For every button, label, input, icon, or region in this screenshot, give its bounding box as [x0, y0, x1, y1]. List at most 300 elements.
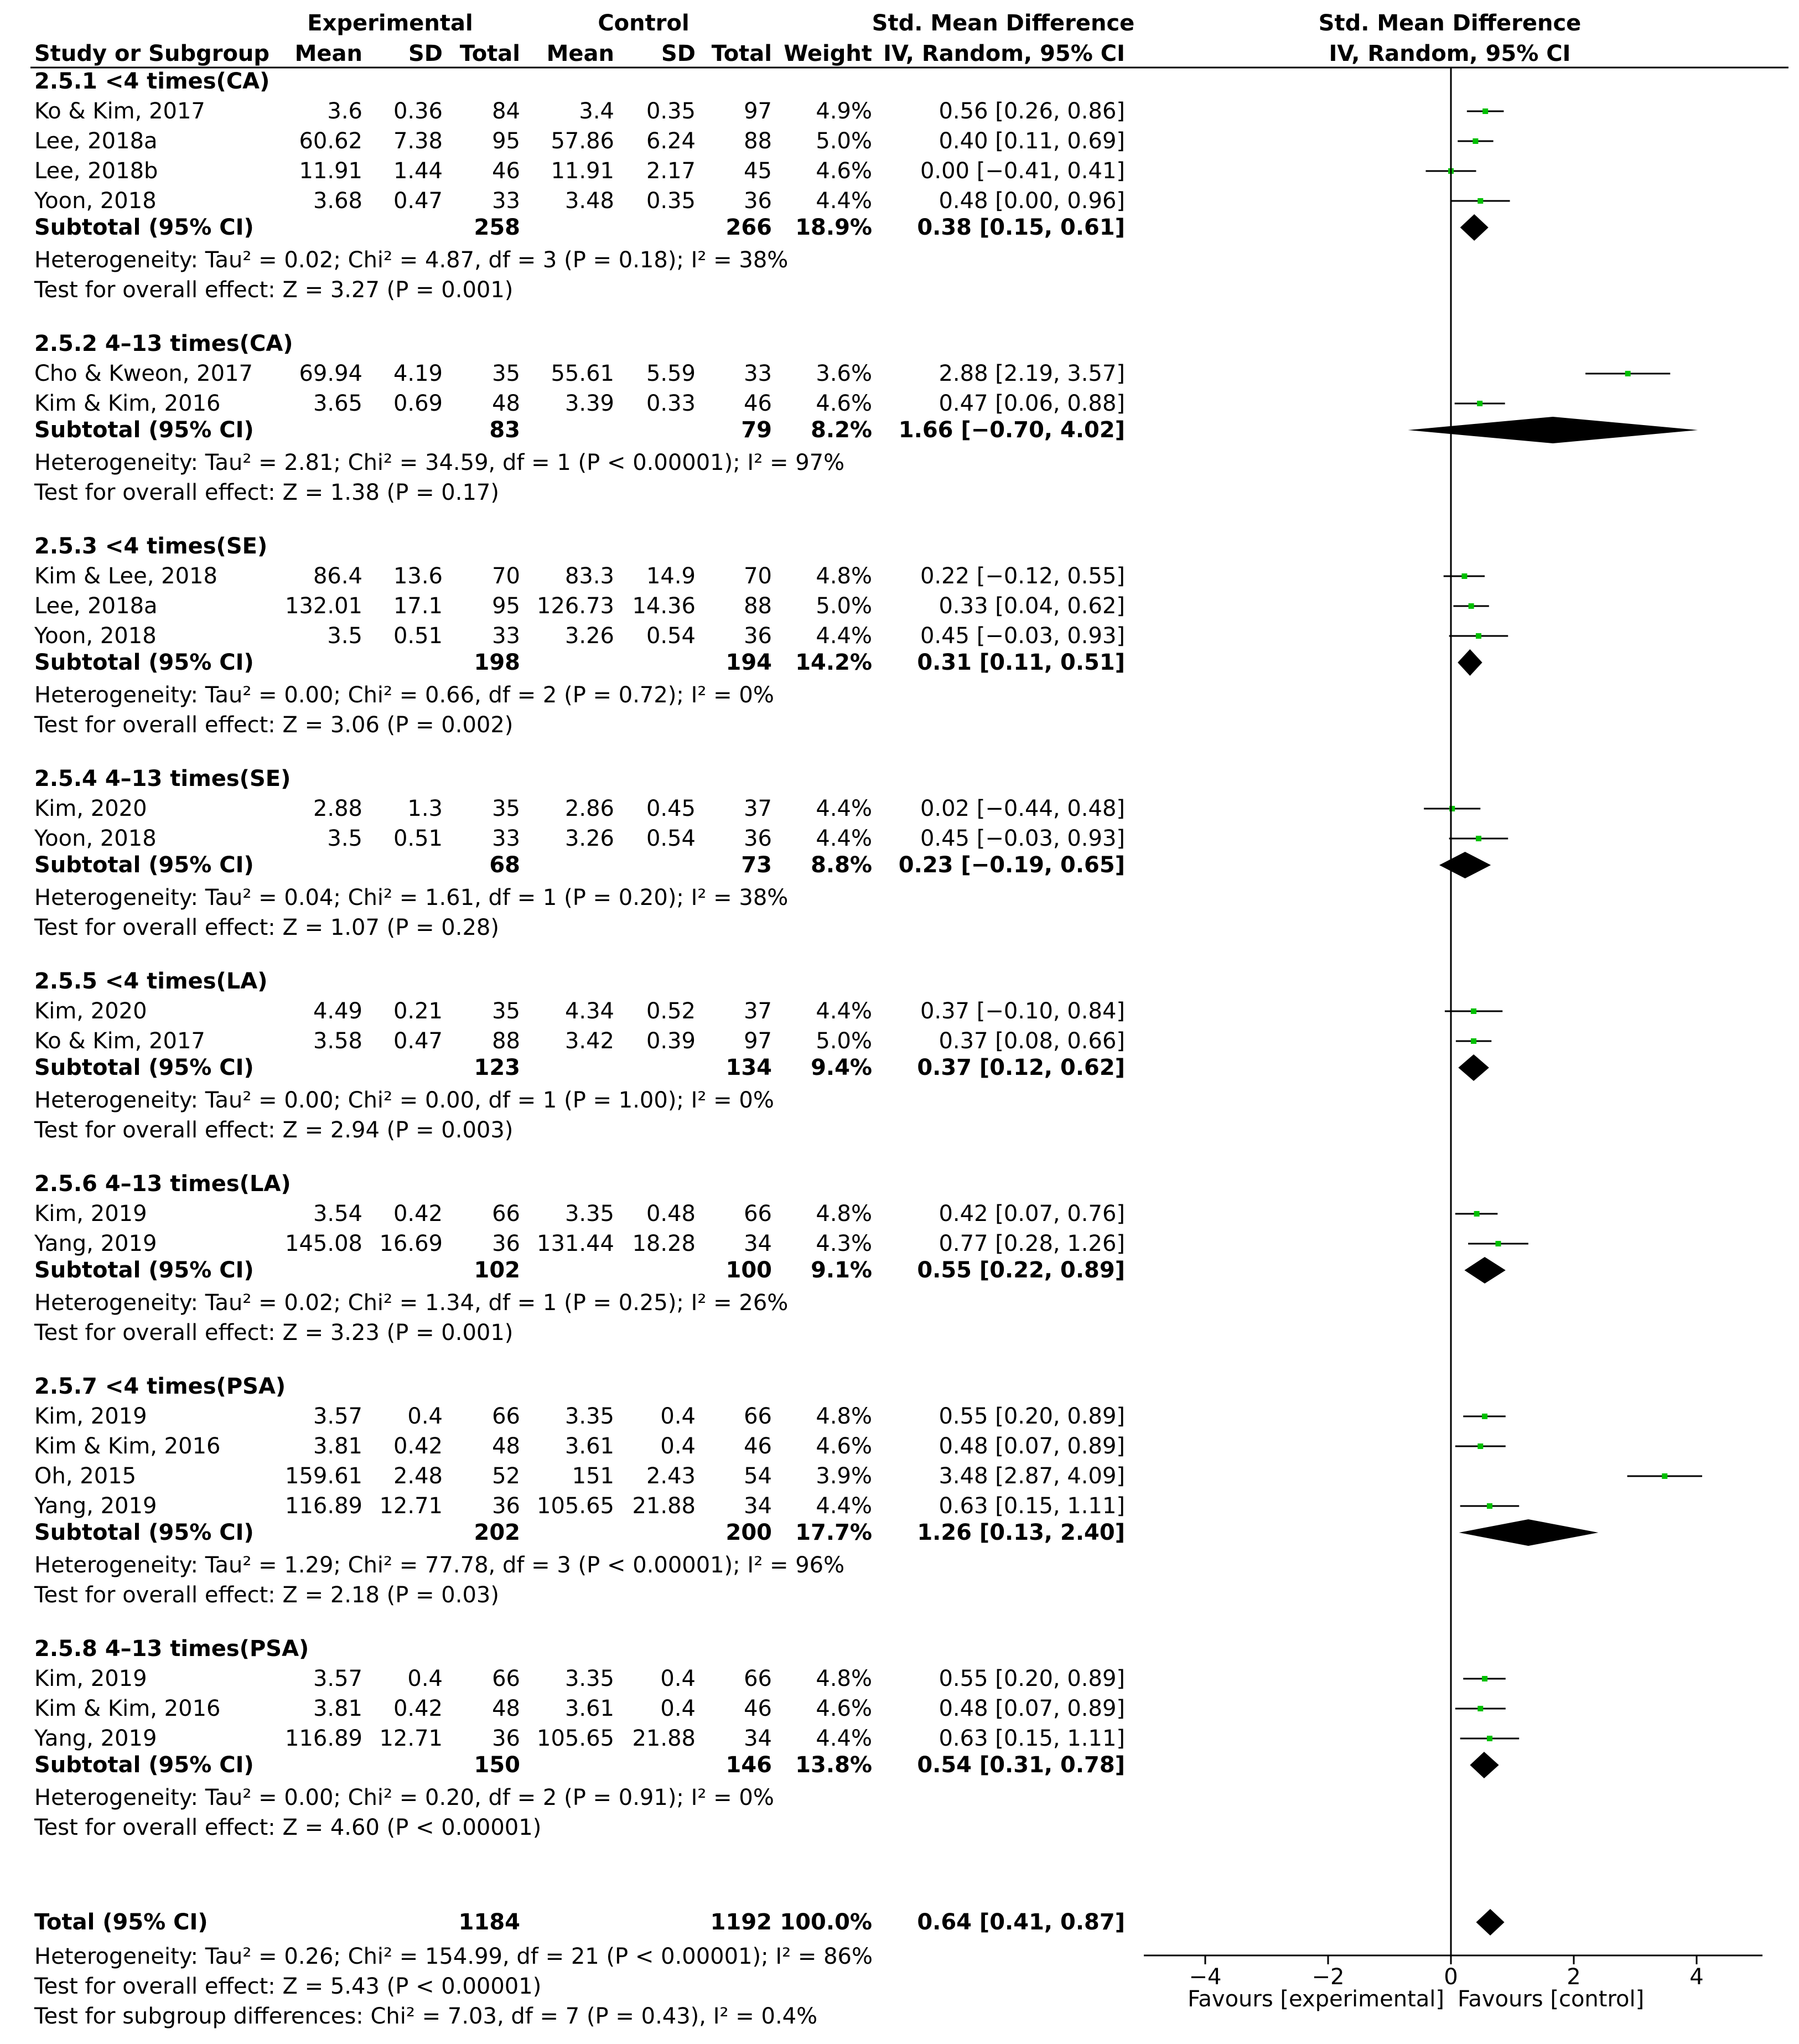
- ctrl-total: 73: [741, 852, 772, 878]
- weight: 8.2%: [811, 417, 872, 443]
- ctrl-mean: 11.91: [551, 158, 614, 184]
- weight: 5.0%: [816, 593, 872, 619]
- exp-sd: 0.4: [407, 1666, 443, 1691]
- exp-sd: 0.47: [393, 1028, 443, 1054]
- ctrl-sd: 2.17: [646, 158, 696, 184]
- study-row: [34, 1028, 1125, 1054]
- ctrl-sd: 0.48: [646, 1201, 696, 1227]
- summary-diamond: [1458, 649, 1482, 676]
- weight: 4.4%: [816, 998, 872, 1024]
- smd-ci: 0.47 [0.06, 0.88]: [939, 391, 1125, 416]
- ctrl-sd: 0.35: [646, 99, 696, 124]
- exp-sd: 17.1: [393, 593, 443, 619]
- study-row: [34, 998, 1125, 1024]
- smd-ci: 0.40 [0.11, 0.69]: [939, 128, 1125, 154]
- x-tick-label: −4: [1189, 1964, 1222, 1990]
- summary-diamond: [1464, 1257, 1505, 1284]
- study-name: Yang, 2019: [34, 1493, 157, 1519]
- smd-ci: 0.48 [0.07, 0.89]: [939, 1696, 1125, 1721]
- exp-sd: 1.3: [407, 796, 443, 821]
- exp-total: 70: [492, 563, 520, 589]
- study-name: Yoon, 2018: [34, 188, 157, 214]
- point-estimate: [1482, 1414, 1487, 1419]
- exp-mean: 116.89: [285, 1493, 362, 1519]
- study-name: Oh, 2015: [34, 1463, 137, 1489]
- exp-total: 36: [492, 1493, 520, 1519]
- exp-mean: 3.65: [313, 391, 362, 416]
- study-row: [34, 361, 1125, 386]
- exp-total: 123: [474, 1055, 520, 1080]
- smd-ci: 0.31 [0.11, 0.51]: [917, 650, 1125, 675]
- subgroup-title: 2.5.2 4–13 times(CA): [34, 331, 293, 356]
- exp-sd: 0.51: [393, 826, 443, 851]
- weight: 4.9%: [816, 99, 872, 124]
- exp-sd: 12.71: [379, 1726, 443, 1751]
- exp-mean: 3.68: [313, 188, 362, 214]
- ctrl-sd: 0.4: [660, 1434, 696, 1459]
- smd-ci: 0.48 [0.07, 0.89]: [939, 1434, 1125, 1459]
- total-heterogeneity-text: Heterogeneity: Tau² = 0.26; Chi² = 154.99, df = 21 (P < 0.00001); I² = 86%: [34, 1944, 873, 1969]
- weight: 4.4%: [816, 1726, 872, 1751]
- ctrl-total: 46: [744, 1696, 772, 1721]
- ctrl-total: 146: [725, 1752, 772, 1778]
- exp-total: 33: [492, 188, 520, 214]
- exp-total: 35: [492, 796, 520, 821]
- point-estimate: [1476, 633, 1481, 639]
- exp-sd: 0.51: [393, 623, 443, 649]
- ctrl-mean: 3.26: [564, 826, 614, 851]
- summary-label: Subtotal (95% CI): [34, 417, 254, 443]
- exp-mean: 3.57: [313, 1666, 362, 1691]
- smd-ci: 1.66 [−0.70, 4.02]: [898, 417, 1125, 443]
- smd-ci: 0.55 [0.22, 0.89]: [917, 1258, 1125, 1283]
- ctrl-total: 46: [744, 391, 772, 416]
- ctrl-mean: 4.34: [564, 998, 614, 1024]
- ctrl-total: 1192: [710, 1910, 772, 1935]
- exp-mean: 3.57: [313, 1404, 362, 1429]
- ctrl-total: 70: [744, 563, 772, 589]
- smd-ci: 0.42 [0.07, 0.76]: [939, 1201, 1125, 1227]
- heterogeneity-text: Heterogeneity: Tau² = 0.00; Chi² = 0.66, df = 2 (P = 0.72); I² = 0%: [34, 682, 774, 708]
- summary-diamond: [1439, 852, 1491, 878]
- ctrl-sd: 0.54: [646, 623, 696, 649]
- subtotal-row: [34, 1258, 1125, 1283]
- exp-mean: 3.58: [313, 1028, 362, 1054]
- smd-ci: 0.64 [0.41, 0.87]: [917, 1910, 1125, 1935]
- ctrl-total: 36: [744, 188, 772, 214]
- study-row: [34, 1434, 1125, 1459]
- header-control: Control: [598, 11, 689, 36]
- point-estimate: [1469, 603, 1474, 609]
- study-name: Yoon, 2018: [34, 623, 157, 649]
- header-smd-plot: Std. Mean Difference: [1318, 11, 1582, 36]
- ctrl-mean: 3.39: [564, 391, 614, 416]
- exp-sd: 0.69: [393, 391, 443, 416]
- ctrl-total: 88: [744, 593, 772, 619]
- header-smd-table: Std. Mean Difference: [872, 11, 1135, 36]
- study-row: [34, 1201, 1125, 1227]
- ctrl-mean: 3.4: [579, 99, 614, 124]
- ctrl-total: 66: [744, 1666, 772, 1691]
- ctrl-total: 194: [725, 650, 772, 675]
- point-estimate: [1482, 108, 1488, 114]
- ctrl-total: 100: [725, 1258, 772, 1283]
- point-estimate: [1461, 573, 1467, 579]
- summary-diamond: [1470, 1752, 1499, 1778]
- smd-ci: 0.37 [0.08, 0.66]: [939, 1028, 1125, 1054]
- heterogeneity-text: Heterogeneity: Tau² = 1.29; Chi² = 77.78, df = 3 (P < 0.00001); I² = 96%: [34, 1553, 845, 1578]
- weight: 3.9%: [816, 1463, 872, 1489]
- subgroup-title: 2.5.1 <4 times(CA): [34, 69, 270, 94]
- heterogeneity-text: Heterogeneity: Tau² = 0.02; Chi² = 1.34, df = 1 (P = 0.25); I² = 26%: [34, 1290, 789, 1316]
- exp-total: 48: [492, 1696, 520, 1721]
- weight: 17.7%: [795, 1520, 872, 1545]
- subtotal-row: [34, 650, 1125, 675]
- summary-label: Subtotal (95% CI): [34, 650, 254, 675]
- study-row: [34, 158, 1125, 184]
- study-row: [34, 1463, 1125, 1489]
- subgroup-title: 2.5.8 4–13 times(PSA): [34, 1636, 309, 1662]
- exp-total: 84: [492, 99, 520, 124]
- weight: 4.4%: [816, 826, 872, 851]
- point-estimate: [1476, 836, 1481, 841]
- exp-sd: 7.38: [393, 128, 443, 154]
- study-row: [34, 99, 1125, 124]
- ctrl-total: 37: [744, 998, 772, 1024]
- overall-effect-text: Test for overall effect: Z = 4.60 (P < 0.00001): [34, 1815, 542, 1840]
- weight: 5.0%: [816, 1028, 872, 1054]
- weight: 4.3%: [816, 1231, 872, 1256]
- ctrl-mean: 55.61: [551, 361, 614, 386]
- smd-ci: 3.48 [2.87, 4.09]: [939, 1463, 1125, 1489]
- exp-sd: 0.42: [393, 1201, 443, 1227]
- ctrl-mean: 2.86: [564, 796, 614, 821]
- overall-effect-text: Test for overall effect: Z = 1.07 (P = 0.28): [34, 915, 499, 940]
- exp-mean: 3.5: [327, 623, 362, 649]
- ctrl-total: 134: [725, 1055, 772, 1080]
- header-study: Study or Subgroup: [34, 41, 270, 66]
- exp-sd: 12.71: [379, 1493, 443, 1519]
- ctrl-sd: 14.9: [646, 563, 696, 589]
- study-row: [34, 128, 1125, 154]
- overall-effect-text: Test for overall effect: Z = 3.23 (P = 0.001): [34, 1320, 514, 1346]
- study-name: Kim & Kim, 2016: [34, 1434, 221, 1459]
- weight: 4.6%: [816, 1696, 872, 1721]
- exp-total: 95: [492, 593, 520, 619]
- smd-ci: 2.88 [2.19, 3.57]: [939, 361, 1125, 386]
- smd-ci: 0.37 [0.12, 0.62]: [917, 1055, 1125, 1080]
- total-overall-effect-text: Test for overall effect: Z = 5.43 (P < 0.00001): [34, 1974, 542, 1999]
- point-estimate: [1471, 1008, 1476, 1014]
- x-tick-label: 2: [1567, 1964, 1581, 1990]
- study-name: Kim, 2019: [34, 1666, 147, 1691]
- weight: 100.0%: [780, 1910, 872, 1935]
- exp-total: 202: [474, 1520, 520, 1545]
- study-row: [34, 623, 1125, 649]
- smd-ci: 0.48 [0.00, 0.96]: [939, 188, 1125, 214]
- ctrl-mean: 3.26: [564, 623, 614, 649]
- weight: 4.4%: [816, 188, 872, 214]
- smd-ci: 0.38 [0.15, 0.61]: [917, 215, 1125, 240]
- study-name: Kim & Kim, 2016: [34, 1696, 221, 1721]
- header-total-c: Total: [711, 41, 772, 66]
- smd-ci: 0.37 [−0.10, 0.84]: [920, 998, 1125, 1024]
- study-name: Lee, 2018a: [34, 593, 158, 619]
- exp-total: 198: [474, 650, 520, 675]
- ctrl-total: 34: [744, 1726, 772, 1751]
- study-row: [34, 1404, 1125, 1429]
- study-row: [34, 1726, 1125, 1751]
- ctrl-sd: 2.43: [646, 1463, 696, 1489]
- summary-label: Subtotal (95% CI): [34, 1258, 254, 1283]
- ctrl-mean: 3.35: [564, 1201, 614, 1227]
- ctrl-sd: 21.88: [632, 1726, 696, 1751]
- ctrl-mean: 3.48: [564, 188, 614, 214]
- exp-sd: 16.69: [379, 1231, 443, 1256]
- ctrl-total: 34: [744, 1493, 772, 1519]
- ctrl-mean: 3.42: [564, 1028, 614, 1054]
- overall-effect-text: Test for overall effect: Z = 1.38 (P = 0.17): [34, 480, 499, 505]
- ctrl-sd: 0.4: [660, 1666, 696, 1691]
- smd-ci: 0.33 [0.04, 0.62]: [939, 593, 1125, 619]
- exp-sd: 0.36: [393, 99, 443, 124]
- weight: 18.9%: [795, 215, 872, 240]
- exp-mean: 3.81: [313, 1696, 362, 1721]
- ctrl-sd: 14.36: [632, 593, 696, 619]
- header-sd-c: SD: [661, 41, 696, 66]
- header-total-e: Total: [459, 41, 520, 66]
- exp-mean: 3.54: [313, 1201, 362, 1227]
- ctrl-mean: 3.35: [564, 1666, 614, 1691]
- exp-mean: 3.5: [327, 826, 362, 851]
- exp-mean: 2.88: [313, 796, 362, 821]
- ctrl-total: 36: [744, 623, 772, 649]
- exp-mean: 11.91: [299, 158, 362, 184]
- point-estimate: [1477, 1443, 1483, 1449]
- smd-ci: 1.26 [0.13, 2.40]: [917, 1520, 1125, 1545]
- study-row: [34, 1493, 1125, 1519]
- ctrl-total: 37: [744, 796, 772, 821]
- weight: 4.8%: [816, 563, 872, 589]
- exp-total: 258: [474, 215, 520, 240]
- subtotal-row: [34, 1520, 1125, 1545]
- subtotal-row: [34, 1055, 1125, 1080]
- exp-total: 150: [474, 1752, 520, 1778]
- subgroup-title: 2.5.3 <4 times(SE): [34, 534, 268, 559]
- header-sd-e: SD: [408, 41, 443, 66]
- point-estimate: [1487, 1503, 1492, 1509]
- study-name: Yoon, 2018: [34, 826, 157, 851]
- smd-ci: 0.22 [−0.12, 0.55]: [920, 563, 1125, 589]
- x-tick-label: 0: [1444, 1964, 1458, 1990]
- study-row: [34, 796, 1125, 821]
- ctrl-mean: 3.61: [564, 1696, 614, 1721]
- heterogeneity-text: Heterogeneity: Tau² = 0.02; Chi² = 4.87, df = 3 (P = 0.18); I² = 38%: [34, 247, 789, 273]
- heterogeneity-text: Heterogeneity: Tau² = 0.04; Chi² = 1.61, df = 1 (P = 0.20); I² = 38%: [34, 885, 789, 910]
- smd-ci: 0.45 [−0.03, 0.93]: [920, 623, 1125, 649]
- study-name: Kim, 2019: [34, 1201, 147, 1227]
- summary-diamond: [1476, 1909, 1505, 1936]
- summary-diamond: [1460, 214, 1489, 241]
- smd-ci: 0.77 [0.28, 1.26]: [939, 1231, 1125, 1256]
- exp-total: 48: [492, 1434, 520, 1459]
- study-name: Lee, 2018b: [34, 158, 158, 184]
- exp-total: 83: [489, 417, 520, 443]
- ctrl-sd: 0.4: [660, 1696, 696, 1721]
- ctrl-mean: 151: [572, 1463, 614, 1489]
- ctrl-mean: 126.73: [537, 593, 614, 619]
- exp-mean: 116.89: [285, 1726, 362, 1751]
- exp-sd: 0.42: [393, 1696, 443, 1721]
- heterogeneity-text: Heterogeneity: Tau² = 0.00; Chi² = 0.20, df = 2 (P = 0.91); I² = 0%: [34, 1785, 774, 1810]
- exp-mean: 86.4: [313, 563, 362, 589]
- exp-total: 88: [492, 1028, 520, 1054]
- smd-ci: 0.56 [0.26, 0.86]: [939, 99, 1125, 124]
- point-estimate: [1474, 1211, 1480, 1217]
- study-row: [34, 826, 1125, 851]
- study-name: Kim & Kim, 2016: [34, 391, 221, 416]
- ctrl-sd: 0.33: [646, 391, 696, 416]
- exp-sd: 0.42: [393, 1434, 443, 1459]
- smd-ci: 0.55 [0.20, 0.89]: [939, 1404, 1125, 1429]
- subgroup-title: 2.5.4 4–13 times(SE): [34, 766, 291, 791]
- subtotal-row: [34, 417, 1125, 443]
- ctrl-mean: 131.44: [537, 1231, 614, 1256]
- exp-total: 66: [492, 1201, 520, 1227]
- weight: 14.2%: [795, 650, 872, 675]
- point-estimate: [1477, 198, 1483, 204]
- study-row: [34, 563, 1125, 589]
- summary-label: Subtotal (95% CI): [34, 1752, 254, 1778]
- ctrl-total: 97: [744, 1028, 772, 1054]
- weight: 4.6%: [816, 158, 872, 184]
- ctrl-mean: 3.61: [564, 1434, 614, 1459]
- weight: 9.4%: [811, 1055, 872, 1080]
- exp-total: 66: [492, 1404, 520, 1429]
- header-weight: Weight: [784, 41, 872, 66]
- weight: 4.8%: [816, 1201, 872, 1227]
- point-estimate: [1473, 138, 1478, 144]
- point-estimate: [1662, 1473, 1667, 1479]
- ctrl-total: 46: [744, 1434, 772, 1459]
- ctrl-total: 66: [744, 1404, 772, 1429]
- subtotal-row: [34, 852, 1125, 878]
- exp-total: 46: [492, 158, 520, 184]
- overall-effect-text: Test for overall effect: Z = 3.06 (P = 0.002): [34, 712, 514, 738]
- header-method-table: IV, Random, 95% CI: [883, 41, 1125, 66]
- exp-total: 48: [492, 391, 520, 416]
- exp-sd: 0.4: [407, 1404, 443, 1429]
- summary-label: Subtotal (95% CI): [34, 1520, 254, 1545]
- exp-mean: 69.94: [299, 361, 362, 386]
- overall-effect-text: Test for overall effect: Z = 3.27 (P = 0.001): [34, 277, 514, 303]
- smd-ci: 0.23 [−0.19, 0.65]: [898, 852, 1125, 878]
- favours-experimental-label: Favours [experimental]: [1188, 1986, 1444, 2012]
- exp-total: 68: [489, 852, 520, 878]
- ctrl-sd: 0.52: [646, 998, 696, 1024]
- ctrl-total: 266: [725, 215, 772, 240]
- header-method-plot: IV, Random, 95% CI: [1329, 41, 1571, 66]
- study-name: Ko & Kim, 2017: [34, 99, 205, 124]
- ctrl-sd: 21.88: [632, 1493, 696, 1519]
- smd-ci: 0.02 [−0.44, 0.48]: [920, 796, 1125, 821]
- smd-ci: 0.54 [0.31, 0.78]: [917, 1752, 1125, 1778]
- subgroup-title: 2.5.6 4–13 times(LA): [34, 1171, 291, 1197]
- summary-diamond: [1458, 1054, 1489, 1081]
- subtotal-row: [34, 215, 1125, 240]
- study-row: [34, 391, 1125, 416]
- weight: 8.8%: [811, 852, 872, 878]
- ctrl-sd: 0.4: [660, 1404, 696, 1429]
- overall-effect-text: Test for overall effect: Z = 2.18 (P = 0.03): [34, 1582, 499, 1608]
- ctrl-sd: 0.39: [646, 1028, 696, 1054]
- ctrl-total: 66: [744, 1201, 772, 1227]
- exp-sd: 0.47: [393, 188, 443, 214]
- summary-label: Subtotal (95% CI): [34, 852, 254, 878]
- ctrl-sd: 0.35: [646, 188, 696, 214]
- exp-total: 36: [492, 1726, 520, 1751]
- weight: 13.8%: [795, 1752, 872, 1778]
- exp-total: 35: [492, 998, 520, 1024]
- exp-total: 1184: [458, 1910, 520, 1935]
- weight: 9.1%: [811, 1258, 872, 1283]
- study-row: [34, 1666, 1125, 1691]
- ctrl-total: 54: [744, 1463, 772, 1489]
- study-name: Kim, 2020: [34, 796, 147, 821]
- ctrl-total: 33: [744, 361, 772, 386]
- ctrl-sd: 0.45: [646, 796, 696, 821]
- ctrl-sd: 5.59: [646, 361, 696, 386]
- summary-label: Subtotal (95% CI): [34, 215, 254, 240]
- summary-label: Subtotal (95% CI): [34, 1055, 254, 1080]
- exp-sd: 4.19: [393, 361, 443, 386]
- heterogeneity-text: Heterogeneity: Tau² = 0.00; Chi² = 0.00, df = 1 (P = 1.00); I² = 0%: [34, 1088, 774, 1113]
- smd-ci: 0.63 [0.15, 1.11]: [939, 1726, 1125, 1751]
- point-estimate: [1477, 401, 1482, 406]
- ctrl-sd: 6.24: [646, 128, 696, 154]
- ctrl-total: 200: [725, 1520, 772, 1545]
- header-mean-c: Mean: [546, 41, 614, 66]
- ctrl-total: 97: [744, 99, 772, 124]
- weight: 3.6%: [816, 361, 872, 386]
- exp-total: 52: [492, 1463, 520, 1489]
- study-name: Yang, 2019: [34, 1231, 157, 1256]
- study-row: [34, 1231, 1125, 1256]
- study-name: Kim, 2019: [34, 1404, 147, 1429]
- exp-total: 102: [474, 1258, 520, 1283]
- study-name: Kim, 2020: [34, 998, 147, 1024]
- ctrl-total: 36: [744, 826, 772, 851]
- overall-effect-text: Test for overall effect: Z = 2.94 (P = 0.003): [34, 1117, 514, 1143]
- study-name: Cho & Kweon, 2017: [34, 361, 253, 386]
- subgroup-title: 2.5.7 <4 times(PSA): [34, 1374, 286, 1399]
- point-estimate: [1625, 371, 1631, 376]
- weight: 4.8%: [816, 1666, 872, 1691]
- smd-ci: 0.55 [0.20, 0.89]: [939, 1666, 1125, 1691]
- weight: 4.4%: [816, 796, 872, 821]
- exp-sd: 13.6: [393, 563, 443, 589]
- header-mean-e: Mean: [294, 41, 362, 66]
- ctrl-mean: 3.35: [564, 1404, 614, 1429]
- smd-ci: 0.00 [−0.41, 0.41]: [920, 158, 1125, 184]
- ctrl-mean: 83.3: [564, 563, 614, 589]
- subtotal-row: [34, 1752, 1125, 1778]
- exp-mean: 159.61: [285, 1463, 362, 1489]
- subgroup-title: 2.5.5 <4 times(LA): [34, 969, 268, 994]
- ctrl-total: 79: [741, 417, 772, 443]
- point-estimate: [1482, 1676, 1487, 1681]
- study-row: [34, 593, 1125, 619]
